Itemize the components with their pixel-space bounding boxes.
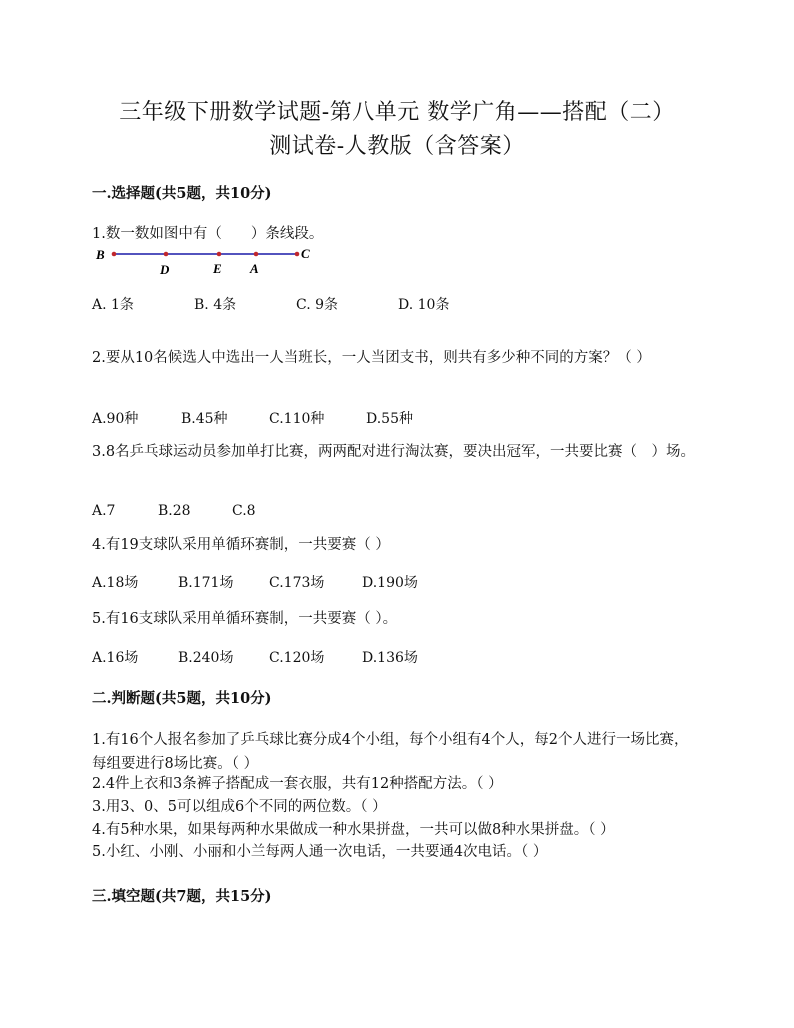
option-C: C. 9条 xyxy=(296,297,339,313)
line-segment-diagram xyxy=(92,243,332,277)
option-C: C.173场 xyxy=(269,575,325,591)
section-heading-fill: 三.填空题(共7题，共15分) xyxy=(92,888,272,905)
document-title-line1: 三年级下册数学试题-第八单元 数学广角——搭配（二） xyxy=(119,100,675,125)
option-B: B. 4条 xyxy=(194,297,237,313)
point-A xyxy=(254,252,259,257)
option-B: B.240场 xyxy=(178,650,234,666)
label-D: D xyxy=(160,262,170,277)
option-C: C.8 xyxy=(232,503,256,519)
option-D: D. 10条 xyxy=(398,297,450,313)
judge-question-1: 1.有16个人报名参加了乒乓球比赛分成4个小组，每个小组有4个人，每2个人进行一场比赛，每组要进行8场比赛。（ ） xyxy=(92,732,689,772)
option-A: A.90种 xyxy=(92,411,139,427)
label-B: B xyxy=(96,247,105,262)
label-C: C xyxy=(301,246,310,261)
option-B: B.45种 xyxy=(181,411,228,427)
option-B: B.28 xyxy=(158,503,191,519)
judge-question-4: 4.有5种水果，如果每两种水果做成一种水果拼盘，一共可以做8种水果拼盘。（ ） xyxy=(92,822,615,838)
judge-question-3: 3.用3、0、5可以组成6个不同的两位数。（ ） xyxy=(92,799,387,815)
option-D: D.190场 xyxy=(362,575,418,591)
judge-question-2: 2.4件上衣和3条裤子搭配成一套衣服，共有12种搭配方法。（ ） xyxy=(92,776,503,792)
label-A: A xyxy=(250,261,259,276)
option-A: A.18场 xyxy=(92,575,139,591)
point-E xyxy=(217,252,222,257)
option-D: D.136场 xyxy=(362,650,418,666)
option-C: C.120场 xyxy=(269,650,325,666)
point-B xyxy=(112,252,117,257)
point-C xyxy=(295,252,300,257)
section-heading-choice: 一.选择题(共5题，共10分) xyxy=(92,185,272,202)
document-title-line2: 测试卷-人教版（含答案） xyxy=(269,134,525,159)
choice-question-5: 5.有16支球队采用单循环赛制，一共要赛（ ）。 xyxy=(92,611,398,627)
section-heading-judge: 二.判断题(共5题，共10分) xyxy=(92,690,272,707)
choice-question-3: 3.8名乒乓球运动员参加单打比赛，两两配对进行淘汰赛，要决出冠军，一共要比赛（ ）场。 xyxy=(92,444,696,460)
option-A: A. 1条 xyxy=(92,297,134,313)
choice-question-4: 4.有19支球队采用单循环赛制，一共要赛（ ） xyxy=(92,537,390,553)
point-D xyxy=(164,252,169,257)
option-A: A.16场 xyxy=(92,650,139,666)
choice-question-1: 1.数一数如图中有（ ）条线段。 xyxy=(92,226,324,242)
option-A: A.7 xyxy=(92,503,116,519)
option-B: B.171场 xyxy=(178,575,234,591)
option-D: D.55种 xyxy=(366,411,413,427)
label-E: E xyxy=(213,261,222,276)
choice-question-2: 2.要从10名候选人中选出一人当班长，一人当团支书，则共有多少种不同的方案？（ ） xyxy=(92,350,651,366)
judge-question-5: 5.小红、小刚、小丽和小兰每两人通一次电话，一共要通4次电话。（ ） xyxy=(92,844,548,860)
option-C: C.110种 xyxy=(269,411,325,427)
